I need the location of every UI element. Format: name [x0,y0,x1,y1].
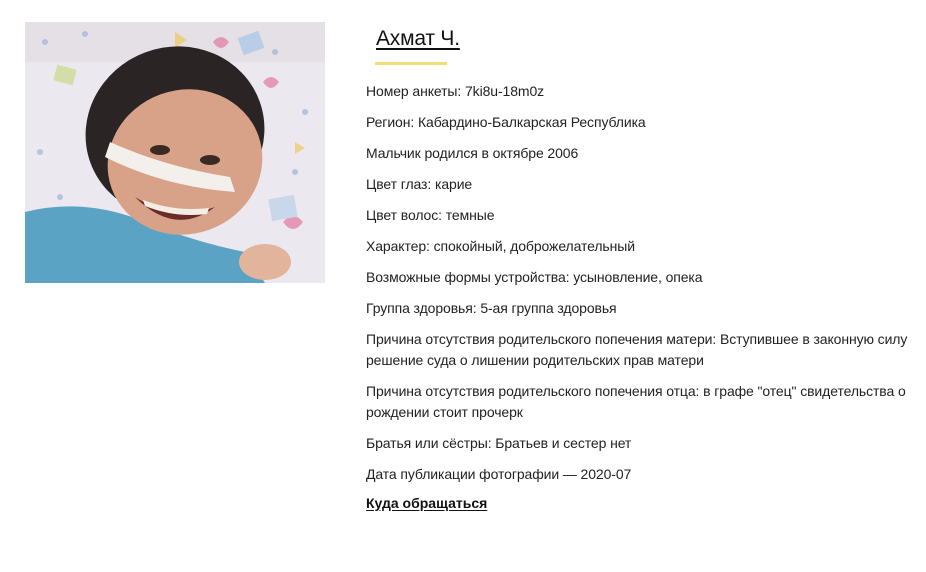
field-value: 5-ая группа здоровья [480,300,617,316]
field-value: 7ki8u-18m0z [464,83,545,99]
field-region [366,112,911,133]
contact-link[interactable]: Куда обращаться [366,495,488,511]
field-hair-color [366,205,911,226]
field-father-reason [366,381,911,423]
field-siblings [366,433,911,454]
profile-info [366,24,911,513]
field-value: 2020-07 [580,466,632,482]
field-label: Братья или сёстры : [366,435,495,451]
field-value: усыновление, опека [573,269,703,285]
field-value: спокойный, доброжелательный [433,238,635,254]
field-birth [366,143,911,164]
field-value: темные [445,207,495,223]
field-value: карие [434,176,473,192]
field-value: Кабардино-Балкарская Республика [417,114,646,130]
field-label: Причина отсутствия родительского попечения матери : [366,331,720,347]
field-value: Вступившее в законную силу решение суда о лишении родительских прав матери [366,331,908,368]
field-value: Братьев и сестер нет [495,435,632,451]
field-label: Цвет волос : [366,207,446,223]
child-photo-illustration [25,22,325,283]
field-value: в графе "отец" свидетельства о рождении стоит прочерк [366,383,906,420]
field-label: Номер анкеты : [366,83,465,99]
field-label: Причина отсутствия родительского попечения отца : [366,383,703,399]
field-label: Характер : [366,238,434,254]
field-value: Мальчик родился в октябре 2006 [366,145,579,161]
field-profile-number [366,81,911,102]
field-label: Регион : [366,114,418,130]
field-health-group [366,298,911,319]
profile-fields [366,81,911,485]
field-label: Возможные формы устройства : [366,269,573,285]
child-photo [25,22,325,283]
field-photo-date [366,464,911,485]
field-label: Группа здоровья : [366,300,480,316]
profile-name: Ахмат Ч. [376,27,460,50]
field-eye-color [366,174,911,195]
field-mother-reason [366,329,911,371]
field-placement-forms [366,267,911,288]
name-underline-accent [375,62,447,65]
field-label: Цвет глаз : [366,176,435,192]
field-label: Дата публикации фотографии — [366,466,581,482]
field-character [366,236,911,257]
